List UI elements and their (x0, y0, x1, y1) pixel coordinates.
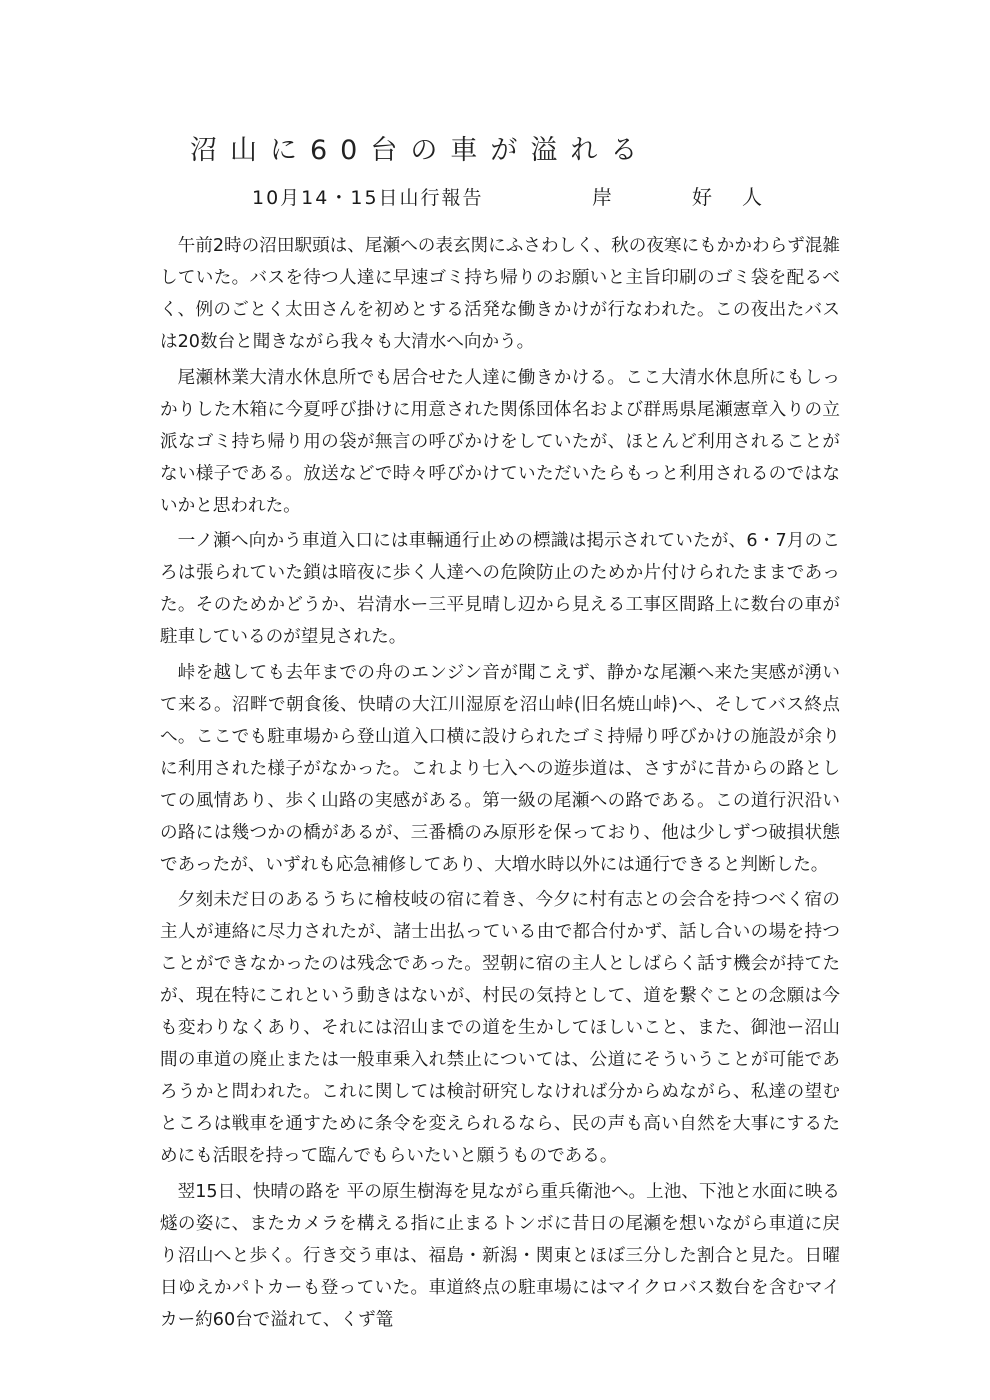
author-name: 岸 好人 (592, 185, 792, 209)
paragraph-5: 夕刻未だ日のあるうちに檜枝岐の宿に着き、今夕に村有志との会合を持つべく宿の主人が連絡に尽力されたが、諸士出払っている由で都合付かず、話し合いの場を持つことができなかったのは残念であった。翌朝に宿の主人としばらく話す機会が持てたが、現在特にこれという動きはないが、村民の気持として、道を繋ぐことの念願は今も変わりなくあり、それには沼山までの道を生かしてほしいこと、また、御池ー沼山間の車道の廃止または一般車乗入れ禁止については、公道にそういうことが可能であろうかと問われた。これに関しては検討研究しなければ分からぬながら、私達の望むところは戦車を通すために条令を変えられるなら、民の声も高い自然を大事にするためにも活眼を持って臨んでもらいたいと願うものである。 (160, 890, 840, 1166)
paragraph-2: 尾瀬林業大清水休息所でも居合せた人達に働きかける。ここ大清水休息所にもしっかりした木箱に今夏呼び掛けに用意された関係団体名および群馬県尾瀬憲章入りの立派なゴミ持ち帰り用の袋が無言の呼びかけをしていたが、ほとんど利用されることがない様子である。放送などで時々呼びかけていただいたらもっと利用されるのではないかと思われた。 (160, 367, 840, 516)
paragraph-6: 翌15日、快晴の路を 平の原生樹海を見ながら重兵衛池へ。上池、下池と水面に映る燧の姿に、またカメラを構える指に止まるトンボに昔日の尾瀬を想いながら車道に戻り沼山へと歩く。行き交う車は、福島・新潟・関東とほぼ三分した割合と見た。日曜日ゆえかパトカーも登っていた。車道終点の駐車場にはマイクロバス数台を含むマイカー約60台で溢れて、くず篭 (160, 1181, 840, 1330)
page-title: 沼山に60台の車が溢れる (190, 135, 651, 166)
paragraph-3: 一ノ瀬へ向かう車道入口には車輛通行止めの標識は掲示されていたが、6・7月のころは張られていた鎖は暗夜に歩く人達への危険防止のためか片付けられたままであった。そのためかどうか、岩清水ー三平見晴し辺から見える工事区間路上に数台の車が駐車しているのが望見された。 (160, 531, 840, 647)
paragraph-4: 峠を越しても去年までの舟のエンジン音が聞こえず、静かな尾瀬へ来た実感が湧いて来る。沼畔で朝食後、快晴の大江川湿原を沼山峠(旧名焼山峠)へ、そしてバス終点へ。ここでも駐車場から登山道入口横に設けられたゴミ持帰り呼びかけの施設が余りに利用された様子がなかった。これより七入への遊歩道は、さすがに昔からの路としての風情あり、歩く山路の実感がある。第一級の尾瀬への路である。この道行沢沿いの路には幾つかの橋があるが、三番橋のみ原形を保っており、他は少しずつ破損状態であったが、いずれも応急補修してあり、大増水時以外には通行できると判断した。 (160, 662, 840, 875)
document-body (160, 230, 840, 1336)
report-line: 10月14・15日山行報告 (252, 187, 484, 209)
report-header (252, 183, 812, 213)
paragraph-1: 午前2時の沼田駅頭は、尾瀬への表玄関にふさわしく、秋の夜寒にもかかわらず混雑していた。バスを待つ人達に早速ゴミ持ち帰りのお願いと主旨印刷のゴミ袋を配るべく、例のごとく太田さんを初めとする活発な働きかけが行なわれた。この夜出たバスは20数台と聞きながら我々も大清水へ向かう。 (160, 236, 840, 352)
